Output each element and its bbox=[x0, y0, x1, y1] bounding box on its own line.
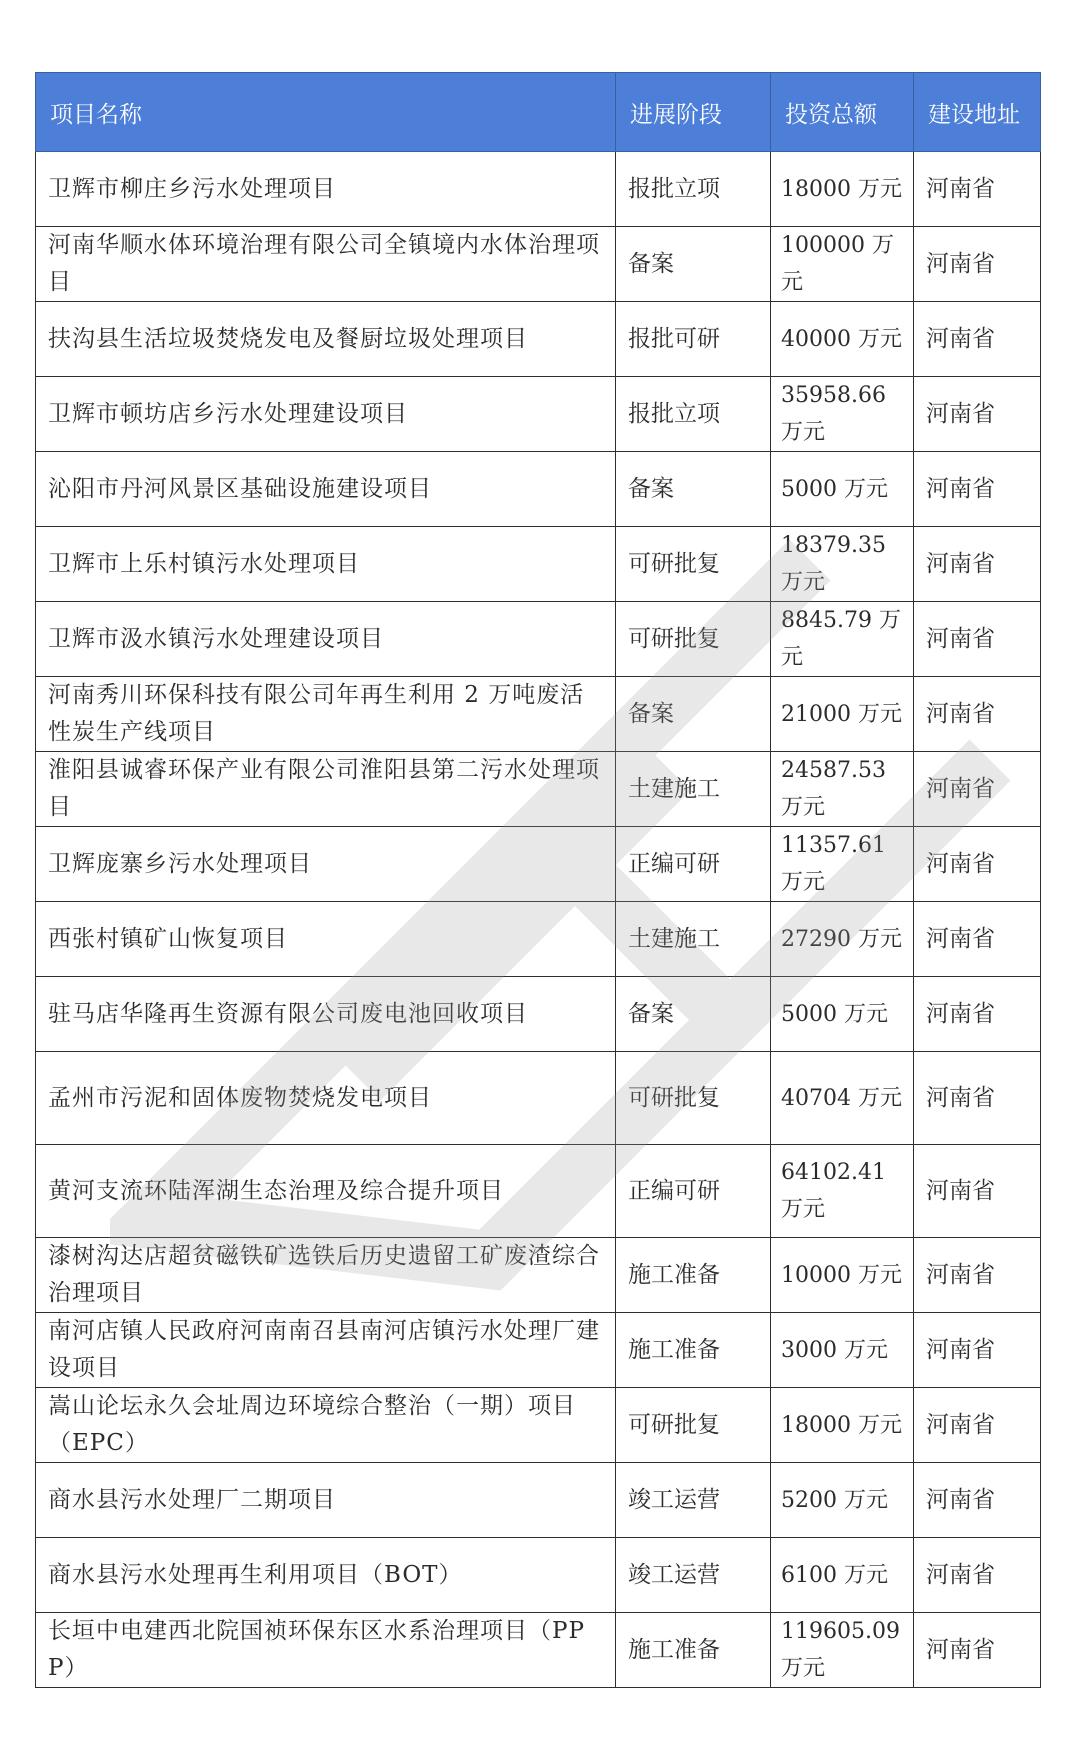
table-row bbox=[36, 977, 1041, 1052]
stage-cell: 报批立项 bbox=[616, 377, 771, 452]
stage-cell: 土建施工 bbox=[616, 902, 771, 977]
investment-cell: 119605.09 万元 bbox=[771, 1613, 914, 1688]
project-name-cell: 黄河支流环陆浑湖生态治理及综合提升项目 bbox=[36, 1145, 616, 1238]
project-name-cell: 驻马店华隆再生资源有限公司废电池回收项目 bbox=[36, 977, 616, 1052]
table-row bbox=[36, 527, 1041, 602]
address-cell: 河南省 bbox=[914, 452, 1041, 527]
table-row bbox=[36, 677, 1041, 752]
stage-cell: 施工准备 bbox=[616, 1613, 771, 1688]
project-name-cell: 漆树沟达店超贫磁铁矿选铁后历史遗留工矿废渣综合治理项目 bbox=[36, 1238, 616, 1313]
stage-cell: 备案 bbox=[616, 227, 771, 302]
investment-cell: 6100 万元 bbox=[771, 1538, 914, 1613]
investment-cell: 18000 万元 bbox=[771, 1388, 914, 1463]
address-cell: 河南省 bbox=[914, 677, 1041, 752]
header-stage: 进展阶段 bbox=[616, 73, 771, 152]
address-cell: 河南省 bbox=[914, 1463, 1041, 1538]
stage-cell: 备案 bbox=[616, 452, 771, 527]
address-cell: 河南省 bbox=[914, 302, 1041, 377]
table-row bbox=[36, 227, 1041, 302]
address-cell: 河南省 bbox=[914, 152, 1041, 227]
stage-cell: 报批立项 bbox=[616, 152, 771, 227]
project-name-cell: 卫辉庞寨乡污水处理项目 bbox=[36, 827, 616, 902]
project-name-cell: 卫辉市顿坊店乡污水处理建设项目 bbox=[36, 377, 616, 452]
investment-cell: 40704 万元 bbox=[771, 1052, 914, 1145]
investment-cell: 35958.66 万元 bbox=[771, 377, 914, 452]
investment-cell: 8845.79 万元 bbox=[771, 602, 914, 677]
stage-cell: 备案 bbox=[616, 677, 771, 752]
investment-cell: 3000 万元 bbox=[771, 1313, 914, 1388]
project-name-cell: 长垣中电建西北院国祯环保东区水系治理项目（PPP） bbox=[36, 1613, 616, 1688]
stage-cell: 备案 bbox=[616, 977, 771, 1052]
investment-cell: 11357.61 万元 bbox=[771, 827, 914, 902]
table-row bbox=[36, 1238, 1041, 1313]
address-cell: 河南省 bbox=[914, 1238, 1041, 1313]
investment-cell: 24587.53 万元 bbox=[771, 752, 914, 827]
address-cell: 河南省 bbox=[914, 602, 1041, 677]
stage-cell: 可研批复 bbox=[616, 527, 771, 602]
table-row bbox=[36, 1052, 1041, 1145]
address-cell: 河南省 bbox=[914, 377, 1041, 452]
address-cell: 河南省 bbox=[914, 977, 1041, 1052]
investment-cell: 18000 万元 bbox=[771, 152, 914, 227]
stage-cell: 报批可研 bbox=[616, 302, 771, 377]
stage-cell: 正编可研 bbox=[616, 1145, 771, 1238]
investment-cell: 100000 万元 bbox=[771, 227, 914, 302]
table-header-row bbox=[36, 73, 1041, 152]
stage-cell: 土建施工 bbox=[616, 752, 771, 827]
investment-cell: 10000 万元 bbox=[771, 1238, 914, 1313]
investment-cell: 21000 万元 bbox=[771, 677, 914, 752]
header-address: 建设地址 bbox=[914, 73, 1041, 152]
project-table bbox=[35, 72, 1041, 1688]
investment-cell: 40000 万元 bbox=[771, 302, 914, 377]
table-row bbox=[36, 827, 1041, 902]
address-cell: 河南省 bbox=[914, 1145, 1041, 1238]
project-name-cell: 商水县污水处理厂二期项目 bbox=[36, 1463, 616, 1538]
table-row bbox=[36, 602, 1041, 677]
project-name-cell: 河南华顺水体环境治理有限公司全镇境内水体治理项目 bbox=[36, 227, 616, 302]
investment-cell: 27290 万元 bbox=[771, 902, 914, 977]
table-row bbox=[36, 1538, 1041, 1613]
address-cell: 河南省 bbox=[914, 1052, 1041, 1145]
project-name-cell: 孟州市污泥和固体废物焚烧发电项目 bbox=[36, 1052, 616, 1145]
address-cell: 河南省 bbox=[914, 1538, 1041, 1613]
project-name-cell: 商水县污水处理再生利用项目（BOT） bbox=[36, 1538, 616, 1613]
stage-cell: 竣工运营 bbox=[616, 1463, 771, 1538]
project-name-cell: 嵩山论坛永久会址周边环境综合整治（一期）项目（EPC） bbox=[36, 1388, 616, 1463]
stage-cell: 竣工运营 bbox=[616, 1538, 771, 1613]
stage-cell: 施工准备 bbox=[616, 1313, 771, 1388]
investment-cell: 18379.35 万元 bbox=[771, 527, 914, 602]
address-cell: 河南省 bbox=[914, 902, 1041, 977]
investment-cell: 64102.41 万元 bbox=[771, 1145, 914, 1238]
address-cell: 河南省 bbox=[914, 227, 1041, 302]
table-row bbox=[36, 152, 1041, 227]
table-row bbox=[36, 1463, 1041, 1538]
stage-cell: 可研批复 bbox=[616, 1388, 771, 1463]
project-name-cell: 扶沟县生活垃圾焚烧发电及餐厨垃圾处理项目 bbox=[36, 302, 616, 377]
address-cell: 河南省 bbox=[914, 1388, 1041, 1463]
table-container bbox=[35, 72, 1040, 1688]
stage-cell: 施工准备 bbox=[616, 1238, 771, 1313]
table-row bbox=[36, 302, 1041, 377]
investment-cell: 5200 万元 bbox=[771, 1463, 914, 1538]
address-cell: 河南省 bbox=[914, 527, 1041, 602]
project-name-cell: 河南秀川环保科技有限公司年再生利用 2 万吨废活性炭生产线项目 bbox=[36, 677, 616, 752]
table-row bbox=[36, 377, 1041, 452]
project-name-cell: 西张村镇矿山恢复项目 bbox=[36, 902, 616, 977]
table-row bbox=[36, 452, 1041, 527]
table-row bbox=[36, 1388, 1041, 1463]
stage-cell: 可研批复 bbox=[616, 1052, 771, 1145]
project-name-cell: 卫辉市上乐村镇污水处理项目 bbox=[36, 527, 616, 602]
stage-cell: 正编可研 bbox=[616, 827, 771, 902]
header-investment: 投资总额 bbox=[771, 73, 914, 152]
table-row bbox=[36, 752, 1041, 827]
stage-cell: 可研批复 bbox=[616, 602, 771, 677]
project-name-cell: 淮阳县诚睿环保产业有限公司淮阳县第二污水处理项目 bbox=[36, 752, 616, 827]
project-name-cell: 南河店镇人民政府河南南召县南河店镇污水处理厂建设项目 bbox=[36, 1313, 616, 1388]
header-project-name: 项目名称 bbox=[36, 73, 616, 152]
project-name-cell: 沁阳市丹河风景区基础设施建设项目 bbox=[36, 452, 616, 527]
project-name-cell: 卫辉市汲水镇污水处理建设项目 bbox=[36, 602, 616, 677]
investment-cell: 5000 万元 bbox=[771, 452, 914, 527]
address-cell: 河南省 bbox=[914, 827, 1041, 902]
project-name-cell: 卫辉市柳庄乡污水处理项目 bbox=[36, 152, 616, 227]
table-row bbox=[36, 1145, 1041, 1238]
address-cell: 河南省 bbox=[914, 752, 1041, 827]
address-cell: 河南省 bbox=[914, 1613, 1041, 1688]
investment-cell: 5000 万元 bbox=[771, 977, 914, 1052]
table-row bbox=[36, 902, 1041, 977]
table-row bbox=[36, 1613, 1041, 1688]
address-cell: 河南省 bbox=[914, 1313, 1041, 1388]
table-row bbox=[36, 1313, 1041, 1388]
